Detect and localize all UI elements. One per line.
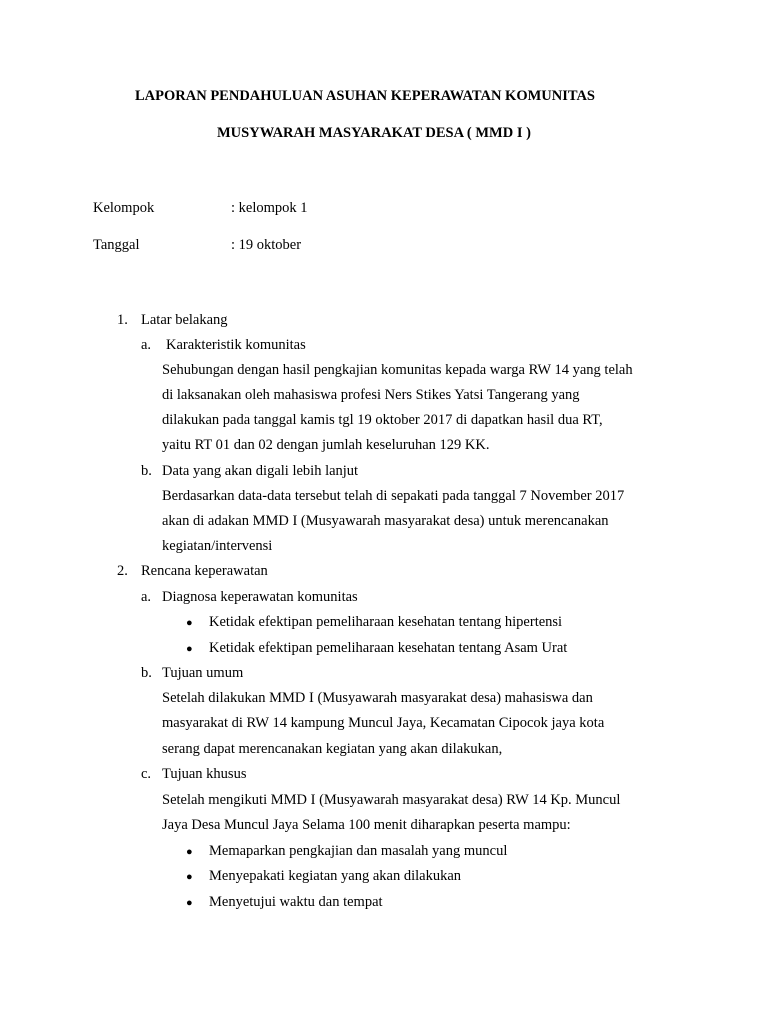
- bullet-item: Ketidak efektipan pemeliharaan kesehatan tentang hipertensi: [209, 614, 563, 630]
- paragraph-line: akan di adakan MMD I (Musyawarah masyarakat desa) untuk merencanakan: [162, 513, 609, 529]
- bullet-item: Ketidak efektipan pemeliharaan kesehatan tentang Asam Urat: [209, 640, 568, 656]
- section-2-number: 2.: [117, 563, 128, 579]
- kelompok-value: : kelompok 1: [231, 200, 308, 216]
- section-1-number: 1.: [117, 312, 128, 328]
- paragraph-line: yaitu RT 01 dan 02 dengan jumlah keseluruhan 129 KK.: [162, 437, 490, 453]
- paragraph-line: kegiatan/intervensi: [162, 538, 273, 554]
- section-2b-heading: Tujuan umum: [162, 665, 244, 681]
- section-1b-heading: Data yang akan digali lebih lanjut: [162, 463, 359, 479]
- section-2c-marker: c.: [141, 766, 152, 782]
- paragraph-line: dilakukan pada tanggal kamis tgl 19 oktober 2017 di dapatkan hasil dua RT,: [162, 412, 603, 428]
- kelompok-label: Kelompok: [93, 200, 155, 216]
- bullet-icon: ●: [186, 643, 193, 655]
- section-1a-heading: Karakteristik komunitas: [166, 337, 306, 353]
- tanggal-value: : 19 oktober: [231, 237, 302, 253]
- paragraph-line: Sehubungan dengan hasil pengkajian komunitas kepada warga RW 14 yang telah: [162, 362, 633, 378]
- section-1b-marker: b.: [141, 463, 152, 479]
- section-2-heading: Rencana keperawatan: [141, 563, 268, 579]
- bullet-item: Menyetujui waktu dan tempat: [209, 894, 383, 910]
- section-2b-marker: b.: [141, 665, 152, 681]
- bullet-icon: ●: [186, 871, 193, 883]
- paragraph-line: Setelah mengikuti MMD I (Musyawarah masyarakat desa) RW 14 Kp. Muncul: [162, 792, 621, 808]
- tanggal-label: Tanggal: [93, 237, 140, 253]
- section-1a-marker: a.: [141, 337, 152, 353]
- paragraph-line: Setelah dilakukan MMD I (Musyawarah masyarakat desa) mahasiswa dan: [162, 690, 593, 706]
- bullet-icon: ●: [186, 617, 193, 629]
- section-2a-heading: Diagnosa keperawatan komunitas: [162, 589, 358, 605]
- document-subtitle: MUSYWARAH MASYARAKAT DESA ( MMD I ): [217, 125, 531, 141]
- paragraph-line: masyarakat di RW 14 kampung Muncul Jaya, Kecamatan Cipocok jaya kota: [162, 715, 605, 731]
- paragraph-line: Berdasarkan data-data tersebut telah di sepakati pada tanggal 7 November 2017: [162, 488, 625, 504]
- section-1-heading: Latar belakang: [141, 312, 228, 328]
- paragraph-line: Jaya Desa Muncul Jaya Selama 100 menit diharapkan peserta mampu:: [162, 817, 571, 833]
- section-2a-marker: a.: [141, 589, 152, 605]
- paragraph-line: di laksanakan oleh mahasiswa profesi Ners Stikes Yatsi Tangerang yang: [162, 387, 580, 403]
- bullet-item: Menyepakati kegiatan yang akan dilakukan: [209, 868, 462, 884]
- bullet-icon: ●: [186, 897, 193, 909]
- section-2c-heading: Tujuan khusus: [162, 766, 247, 782]
- paragraph-line: serang dapat merencanakan kegiatan yang akan dilakukan,: [162, 741, 503, 757]
- document-title: LAPORAN PENDAHULUAN ASUHAN KEPERAWATAN KOMUNITAS: [135, 88, 595, 104]
- bullet-icon: ●: [186, 846, 193, 858]
- bullet-item: Memaparkan pengkajian dan masalah yang muncul: [209, 843, 508, 859]
